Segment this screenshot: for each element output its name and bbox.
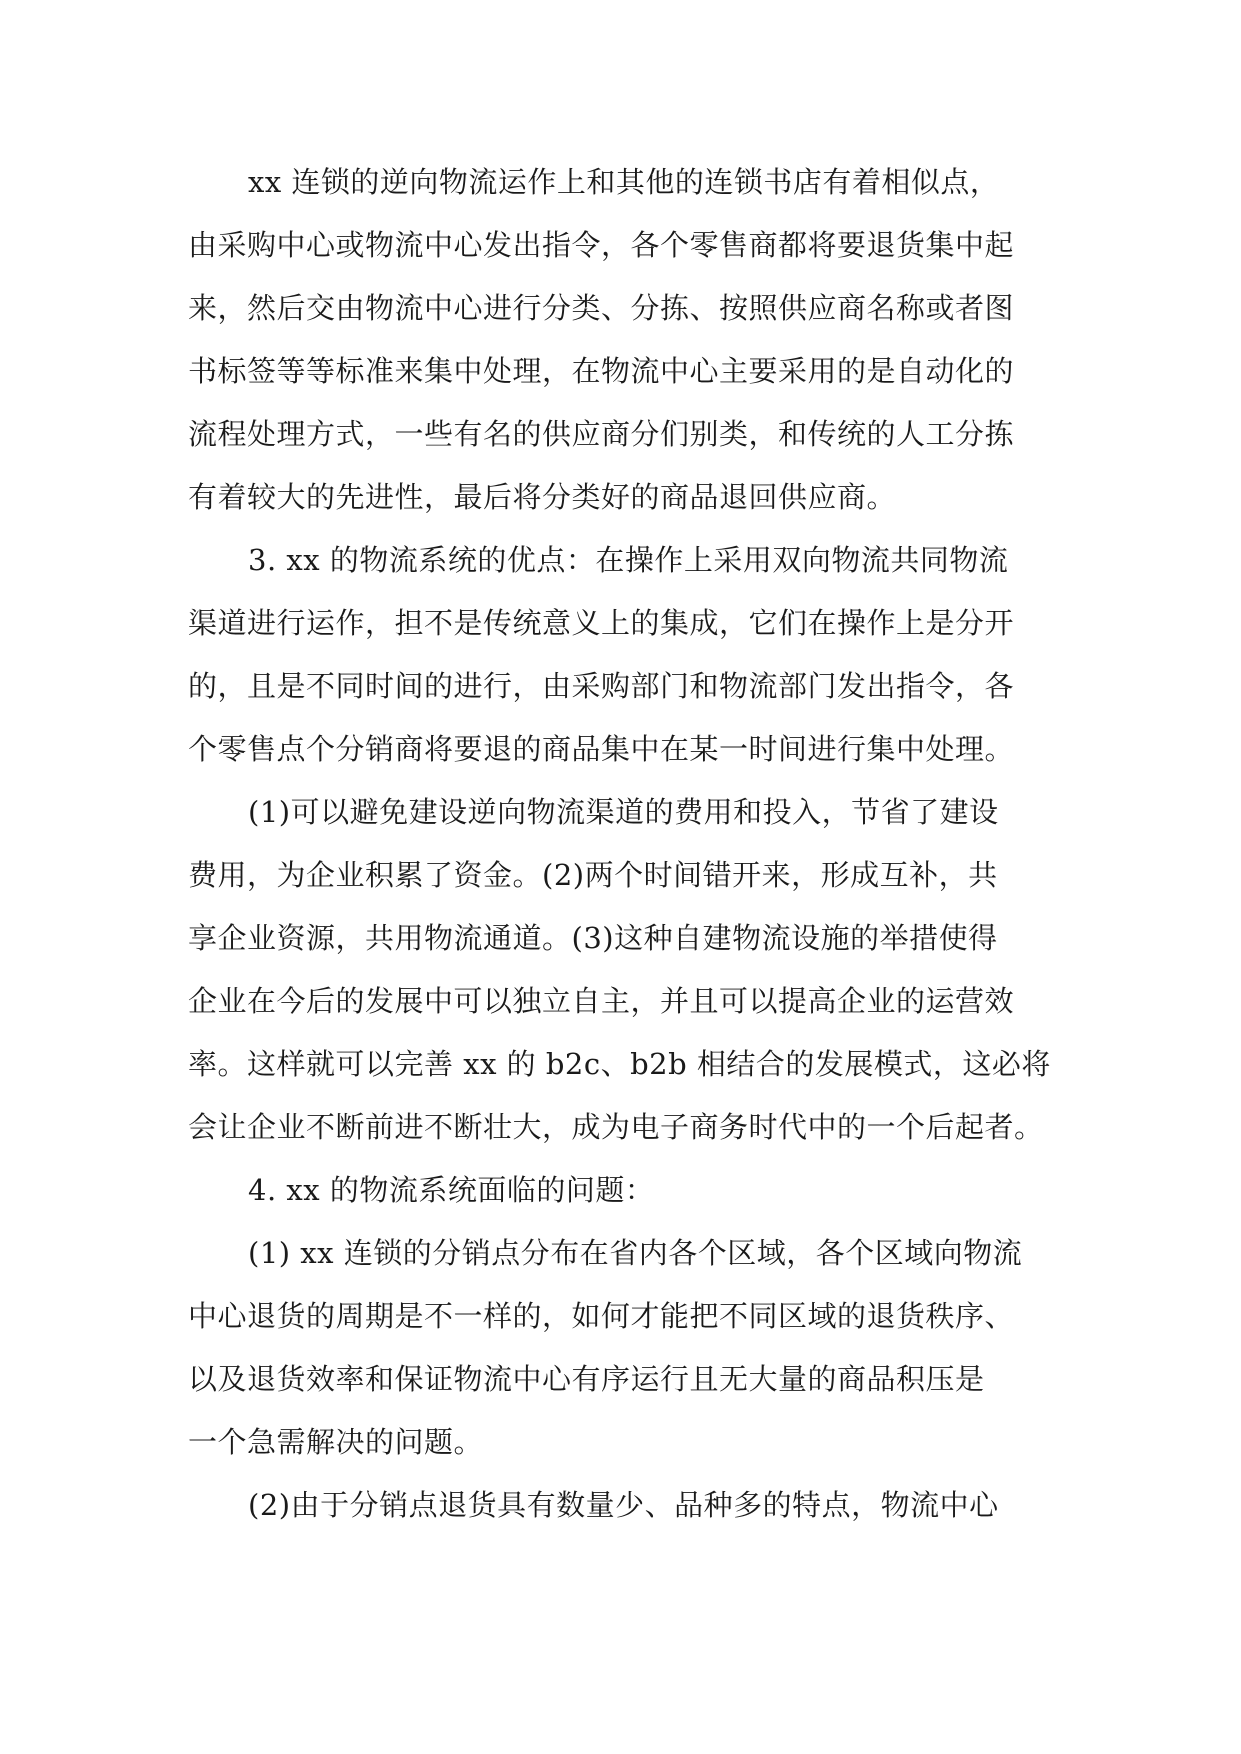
paragraph-line: (1) xx 连锁的分销点分布在省内各个区域，各个区域向物流 — [248, 1236, 1023, 1270]
section-heading: 4. xx 的物流系统面临的问题： — [248, 1173, 655, 1207]
paragraph-line: 有着较大的先进性，最后将分类好的商品退回供应商。 — [188, 480, 897, 514]
paragraph-line: 企业在今后的发展中可以独立自主，并且可以提高企业的运营效 — [188, 984, 1015, 1018]
paragraph-line: 一个急需解决的问题。 — [188, 1425, 484, 1459]
paragraph-line: 3. xx 的物流系统的优点：在操作上采用双向物流共同物流 — [248, 543, 1009, 577]
paragraph-line: 渠道进行运作，担不是传统意义上的集成，它们在操作上是分开 — [188, 606, 1015, 640]
paragraph-line: 的，且是不同时间的进行，由采购部门和物流部门发出指令，各 — [188, 669, 1015, 703]
paragraph-line: (1)可以避免建设逆向物流渠道的费用和投入，节省了建设 — [248, 795, 999, 829]
paragraph-line: 由采购中心或物流中心发出指令，各个零售商都将要退货集中起 — [188, 228, 1015, 262]
paragraph-line: 享企业资源，共用物流通道。(3)这种自建物流设施的举措使得 — [188, 921, 998, 955]
paragraph-line: (2)由于分销点退货具有数量少、品种多的特点，物流中心 — [248, 1488, 999, 1522]
paragraph-line: 来，然后交由物流中心进行分类、分拣、按照供应商名称或者图 — [188, 291, 1015, 325]
paragraph-line: 中心退货的周期是不一样的，如何才能把不同区域的退货秩序、 — [188, 1299, 1015, 1333]
paragraph-line: 费用，为企业积累了资金。(2)两个时间错开来，形成互补，共 — [188, 858, 998, 892]
paragraph-line: xx 连锁的逆向物流运作上和其他的连锁书店有着相似点， — [248, 165, 1000, 199]
paragraph-line: 率。这样就可以完善 xx 的 b2c、b2b 相结合的发展模式，这必将 — [188, 1047, 1051, 1081]
paragraph-line: 以及退货效率和保证物流中心有序运行且无大量的商品积压是 — [188, 1362, 985, 1396]
paragraph-line: 个零售点个分销商将要退的商品集中在某一时间进行集中处理。 — [188, 732, 1015, 766]
paragraph-line: 会让企业不断前进不断壮大，成为电子商务时代中的一个后起者。 — [188, 1110, 1044, 1144]
paragraph-line: 书标签等等标准来集中处理，在物流中心主要采用的是自动化的 — [188, 354, 1015, 388]
paragraph-line: 流程处理方式，一些有名的供应商分们别类，和传统的人工分拣 — [188, 417, 1015, 451]
